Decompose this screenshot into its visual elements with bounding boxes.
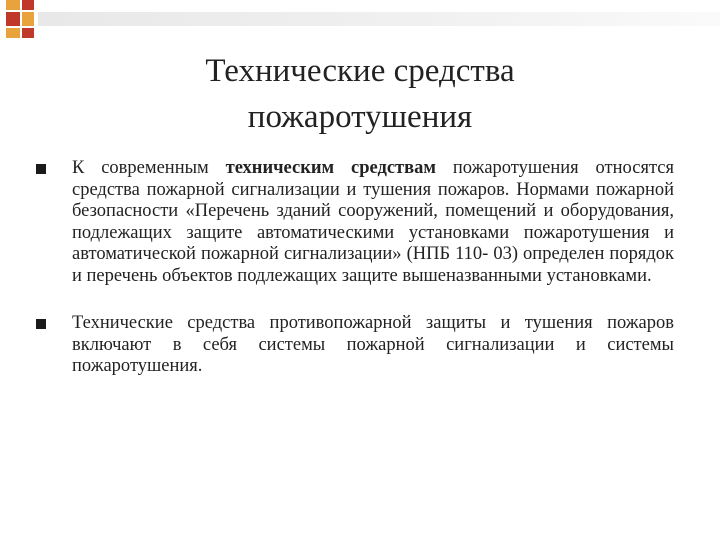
header-decoration-square <box>6 0 20 10</box>
bullet-list <box>36 158 674 378</box>
slide-title-line2: пожаротушения <box>247 99 473 135</box>
bullet-item <box>36 313 674 378</box>
bullet-text: пожаротушения относятся средства пожарной сигнализации и тушения пожаров. Нормами пожарной безопасности «Перечень зданий сооружений, помещений и оборудования, подлежащих защите автоматическими установками пожаротушения и автоматической пожарной сигнализации» (НПБ 110- 03) определен порядок и перечень объектов подлежащих защите вышеназванными установками. <box>72 158 675 286</box>
bullet-text-intro: К современным <box>72 158 226 178</box>
square-bullet-icon <box>36 319 46 329</box>
bullet-item <box>36 158 674 287</box>
header-decoration-square <box>6 28 20 38</box>
header-decoration-square <box>22 0 34 10</box>
slide-title <box>60 48 660 140</box>
header-decoration-square <box>22 28 34 38</box>
bullet-text: Технические средства противопожарной защиты и тушения пожаров включают в себя системы пожарной сигнализации и системы пожаротушения. <box>72 313 674 376</box>
header-decoration-square <box>6 12 20 26</box>
header-decoration-square <box>22 12 34 26</box>
header-bar <box>38 12 720 26</box>
square-bullet-icon <box>36 164 46 174</box>
slide-title-line1: Технические средства <box>205 53 515 89</box>
bullet-text-emphasis: техническим средствам <box>225 158 436 178</box>
